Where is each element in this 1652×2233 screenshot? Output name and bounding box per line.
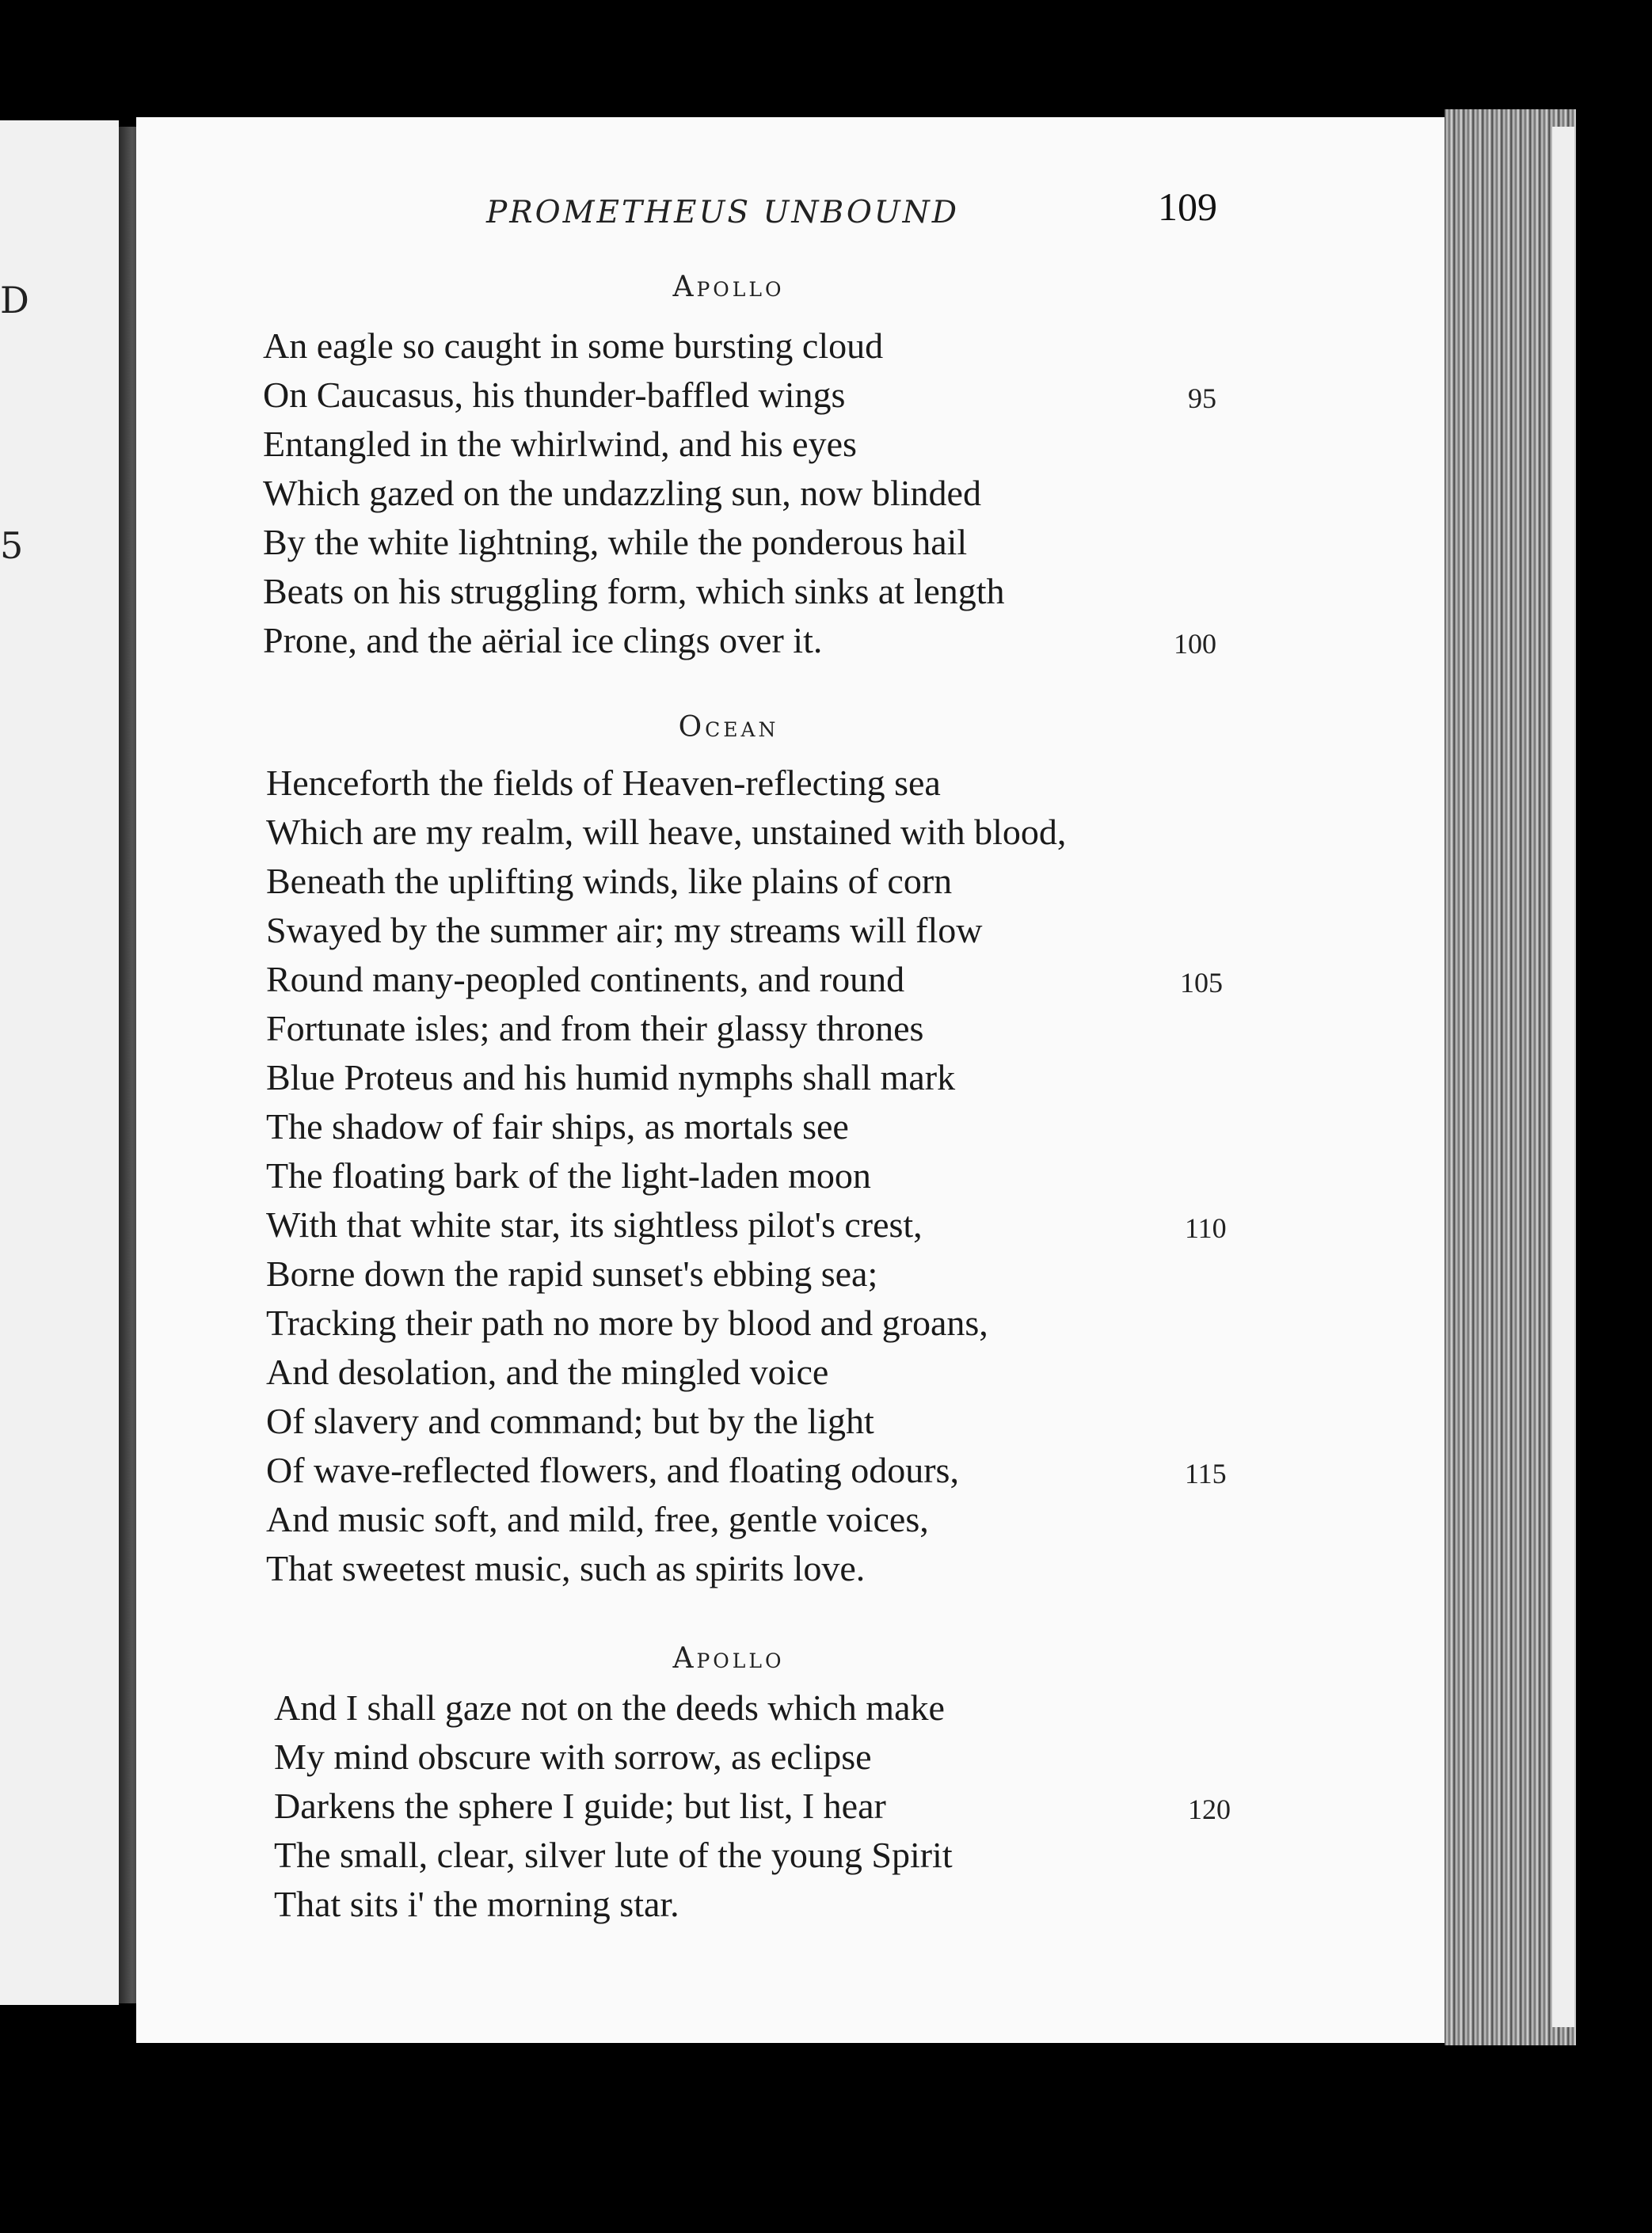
speaker-heading: Ocean [678, 711, 779, 744]
speaker-heading: Apollo [672, 271, 785, 303]
line-number: 115 [1185, 1458, 1227, 1489]
verse-line: Beats on his struggling form, which sinks at length [263, 571, 1005, 611]
verse-line: Which are my realm, will heave, unstained with blood, [266, 812, 1067, 852]
line-number: 110 [1185, 1212, 1227, 1244]
speaker-heading: Apollo [672, 1642, 785, 1675]
verse-line: Blue Proteus and his humid nymphs shall mark [266, 1057, 956, 1097]
verse-line: Of slavery and command; but by the light [266, 1401, 874, 1441]
verse-line: On Caucasus, his thunder-baffled wings [263, 375, 846, 415]
verse-line: Borne down the rapid sunset's ebbing sea; [266, 1253, 878, 1294]
verse-line: The small, clear, silver lute of the young Spirit [274, 1835, 953, 1875]
verse-line: And music soft, and mild, free, gentle voices, [266, 1499, 929, 1539]
verse-line: Of wave-reflected flowers, and floating odours, [266, 1450, 959, 1490]
verse-line: My mind obscure with sorrow, as eclipse [274, 1737, 872, 1777]
verse-line: That sweetest music, such as spirits love. [266, 1548, 866, 1588]
line-number: 105 [1180, 967, 1223, 999]
page-number: 109 [1158, 184, 1217, 229]
line-number: 120 [1188, 1794, 1231, 1825]
verse-line: Fortunate isles; and from their glassy thrones [266, 1008, 924, 1048]
verse-line: Round many-peopled continents, and round [266, 959, 905, 999]
line-number: 100 [1174, 628, 1216, 660]
verse-line: By the white lightning, while the ponderous hail [263, 522, 968, 562]
verse-line: Beneath the uplifting winds, like plains of corn [266, 861, 953, 901]
verse-line: An eagle so caught in some bursting cloud [263, 325, 884, 366]
verse-line: Which gazed on the undazzling sun, now blinded [263, 473, 981, 513]
verse-line: The floating bark of the light-laden moon [266, 1155, 871, 1196]
verse-line: Swayed by the summer air; my streams will flow [266, 910, 983, 950]
verse-line: Entangled in the whirlwind, and his eyes [263, 424, 857, 464]
facing-page-fragment: D [0, 279, 29, 321]
verse-line: With that white star, its sightless pilot's crest, [266, 1204, 923, 1245]
verse-line: Prone, and the aërial ice clings over it. [263, 620, 823, 660]
verse-line: Tracking their path no more by blood and groans, [266, 1303, 988, 1343]
running-head: PROMETHEUS UNBOUND [486, 195, 960, 230]
verse-line: The shadow of fair ships, as mortals see [266, 1106, 849, 1147]
verse-line: That sits i' the morning star. [274, 1884, 679, 1924]
facing-page [0, 120, 119, 2005]
verse-line: And desolation, and the mingled voice [266, 1352, 829, 1392]
verse-line: Henceforth the fields of Heaven-reflecting sea [266, 763, 941, 803]
facing-page-fragment: 5 [0, 524, 24, 567]
page-edges-outer [1552, 127, 1574, 2027]
line-number: 95 [1188, 382, 1216, 414]
verse-line: And I shall gaze not on the deeds which make [274, 1687, 945, 1728]
verse-line: Darkens the sphere I guide; but list, I hear [274, 1786, 886, 1826]
